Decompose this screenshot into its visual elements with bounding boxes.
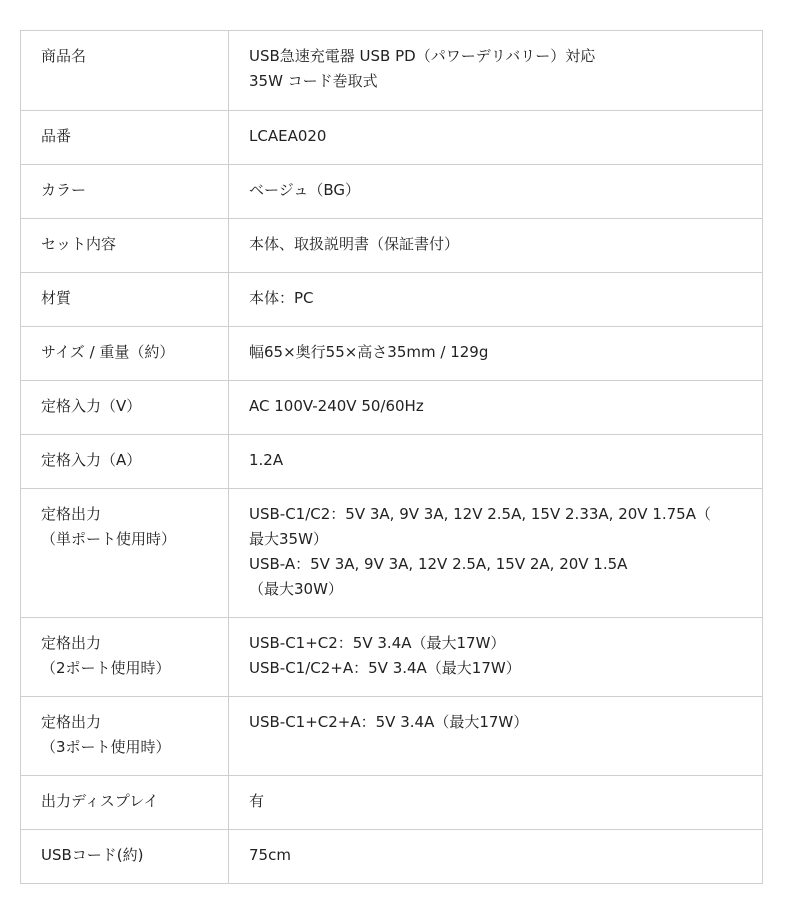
- spec-label: 定格入力（A）: [41, 451, 142, 469]
- spec-value: USB-C1+C2：5V 3.4A（最大17W）: [249, 634, 506, 652]
- spec-label-cell: [21, 327, 229, 381]
- spec-value-cell: [229, 111, 763, 165]
- spec-value-cell: [229, 830, 763, 884]
- spec-label-cell: [21, 381, 229, 435]
- spec-value-cell: [229, 381, 763, 435]
- spec-label: （単ポート使用時）: [41, 530, 177, 548]
- spec-label-cell: [21, 489, 229, 618]
- spec-row-model-number: [21, 111, 763, 165]
- spec-value: AC 100V-240V 50/60Hz: [249, 397, 424, 415]
- spec-value: USB-C1+C2+A：5V 3.4A（最大17W）: [249, 713, 529, 731]
- spec-value: 有: [249, 792, 265, 810]
- spec-label: 定格出力: [41, 713, 102, 731]
- spec-label-cell: [21, 31, 229, 111]
- spec-value: USB急速充電器 USB PD（パワーデリバリー）対応: [249, 47, 596, 65]
- spec-label: カラー: [41, 181, 87, 199]
- spec-row-color: [21, 165, 763, 219]
- spec-value-cell: [229, 219, 763, 273]
- spec-value: LCAEA020: [249, 127, 327, 145]
- spec-label: （3ポート使用時）: [41, 738, 171, 756]
- spec-label-cell: [21, 273, 229, 327]
- spec-row-size-weight: [21, 327, 763, 381]
- spec-value: （最大30W）: [249, 580, 343, 598]
- spec-label: セット内容: [41, 235, 117, 253]
- spec-value: USB-C1/C2+A：5V 3.4A（最大17W）: [249, 659, 521, 677]
- spec-value: 幅65×奥行55×高さ35mm / 129g: [249, 343, 489, 361]
- spec-label: 商品名: [41, 47, 87, 65]
- spec-label-cell: [21, 697, 229, 776]
- spec-label: 定格入力（V）: [41, 397, 142, 415]
- spec-row-rated-input-voltage: [21, 381, 763, 435]
- spec-row-rated-output-single: [21, 489, 763, 618]
- spec-label: サイズ / 重量（約）: [41, 343, 175, 361]
- spec-label: 出力ディスプレイ: [41, 792, 159, 810]
- spec-label: 材質: [41, 289, 72, 307]
- spec-label-cell: [21, 165, 229, 219]
- spec-label: 定格出力: [41, 505, 102, 523]
- spec-label-cell: [21, 435, 229, 489]
- spec-value-cell: [229, 435, 763, 489]
- spec-label: 品番: [41, 127, 72, 145]
- spec-value-cell: [229, 776, 763, 830]
- spec-value-cell: [229, 697, 763, 776]
- spec-value-cell: [229, 273, 763, 327]
- spec-row-rated-output-three-port: [21, 697, 763, 776]
- spec-value: 本体：PC: [249, 289, 314, 307]
- spec-value: 最大35W）: [249, 530, 328, 548]
- spec-row-material: [21, 273, 763, 327]
- spec-label: 定格出力: [41, 634, 102, 652]
- spec-value: USB-A：5V 3A, 9V 3A, 12V 2.5A, 15V 2A, 20V 1.5A: [249, 555, 628, 573]
- spec-value: ベージュ（BG）: [249, 181, 361, 199]
- spec-row-output-display: [21, 776, 763, 830]
- spec-value: 1.2A: [249, 451, 284, 469]
- spec-label-cell: [21, 219, 229, 273]
- spec-table: [20, 30, 763, 884]
- spec-label: （2ポート使用時）: [41, 659, 171, 677]
- spec-value-cell: [229, 165, 763, 219]
- spec-row-rated-input-current: [21, 435, 763, 489]
- spec-value-cell: [229, 327, 763, 381]
- spec-label-cell: [21, 830, 229, 884]
- spec-value-cell: [229, 489, 763, 618]
- spec-value-cell: [229, 618, 763, 697]
- spec-row-set-contents: [21, 219, 763, 273]
- spec-label-cell: [21, 776, 229, 830]
- spec-label: USBコード(約): [41, 846, 144, 864]
- spec-value: 35W コード巻取式: [249, 72, 378, 90]
- spec-row-product-name: [21, 31, 763, 111]
- spec-label-cell: [21, 618, 229, 697]
- spec-label-cell: [21, 111, 229, 165]
- spec-value-cell: [229, 31, 763, 111]
- spec-value: USB-C1/C2：5V 3A, 9V 3A, 12V 2.5A, 15V 2.33A, 20V 1.75A（: [249, 505, 711, 523]
- spec-value: 本体、取扱説明書（保証書付）: [249, 235, 460, 253]
- spec-row-rated-output-two-port: [21, 618, 763, 697]
- spec-row-usb-cord: [21, 830, 763, 884]
- spec-value: 75cm: [249, 846, 291, 864]
